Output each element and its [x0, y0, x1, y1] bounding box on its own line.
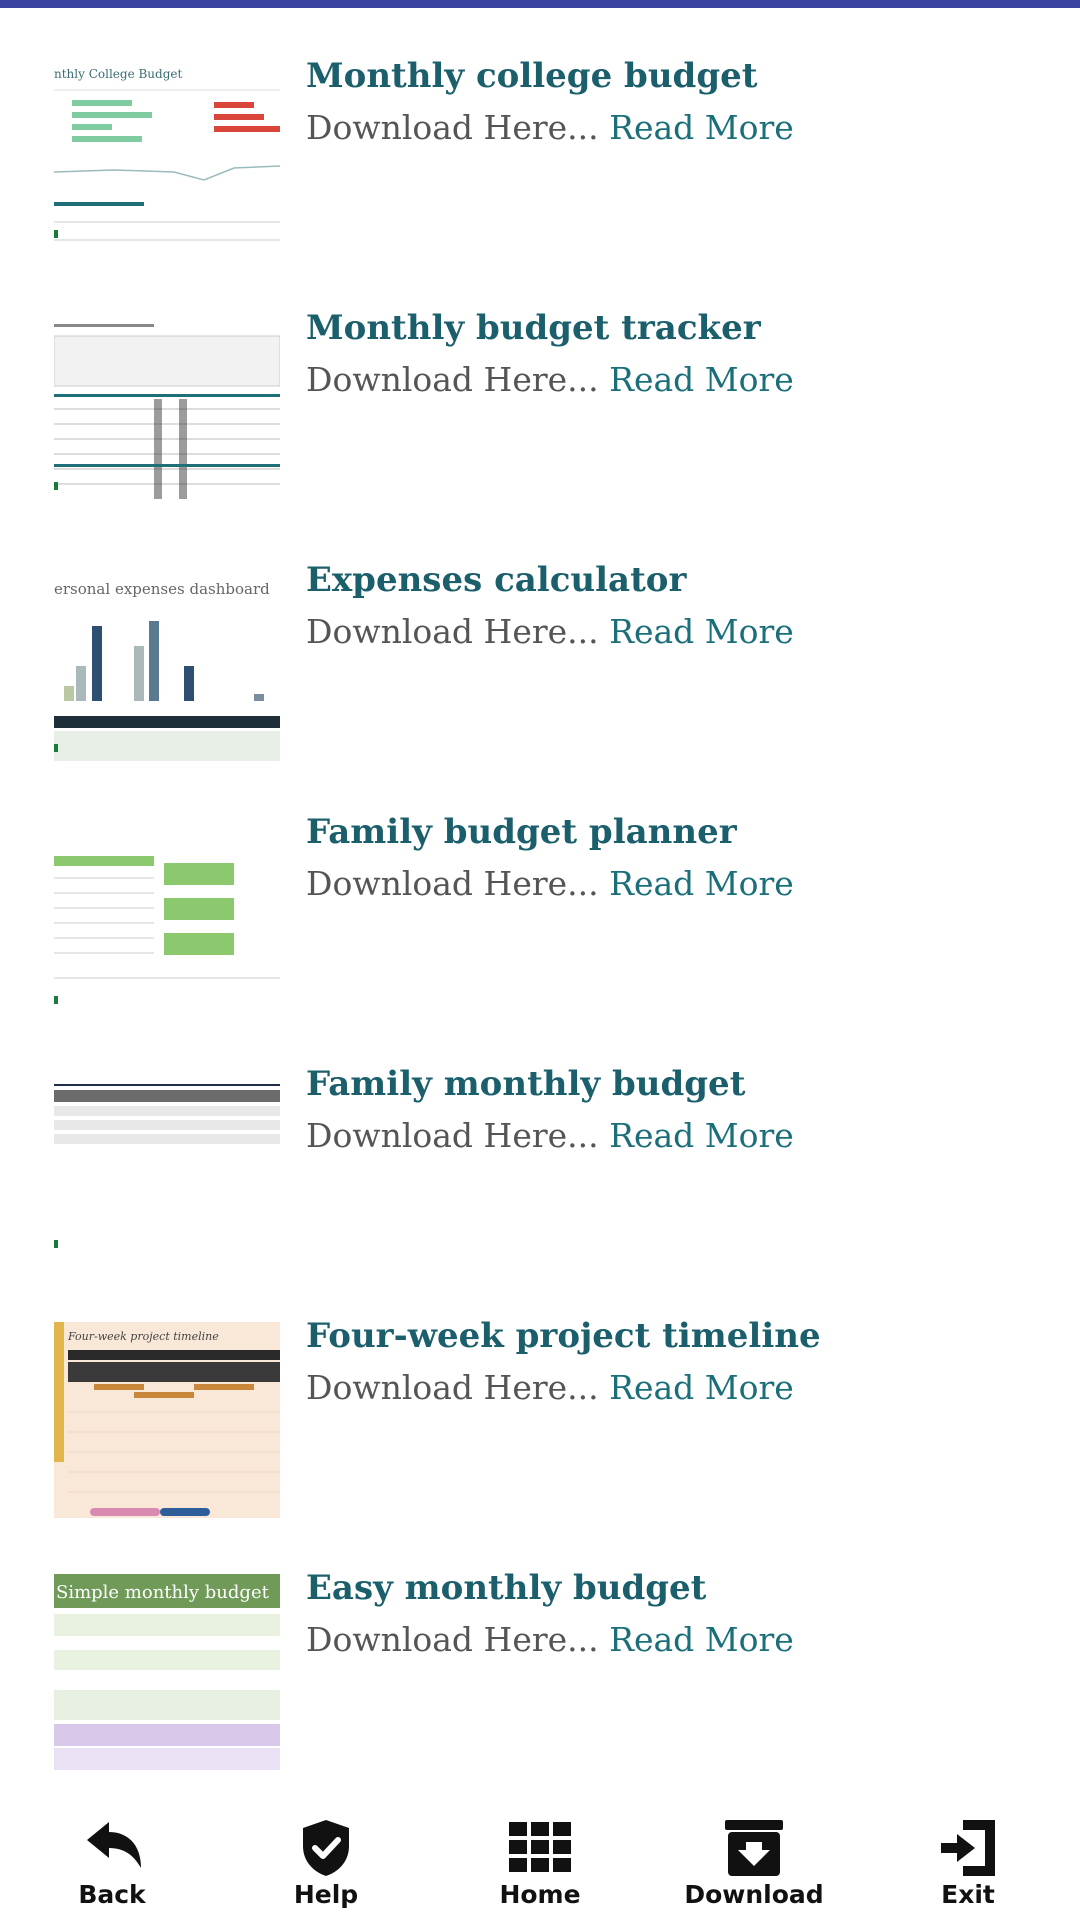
thumbnail-caption: Simple monthly budget: [56, 1582, 269, 1603]
item-subtitle: [306, 1620, 794, 1659]
exit-label: Exit: [941, 1880, 995, 1909]
download-here-text: Download Here...: [306, 360, 599, 399]
item-title[interactable]: Monthly budget tracker: [306, 308, 761, 348]
read-more-link[interactable]: Read More: [609, 612, 794, 651]
list-item[interactable]: [0, 812, 1080, 1018]
download-here-text: Download Here...: [306, 1116, 599, 1155]
thumbnail-college-budget[interactable]: [54, 62, 280, 258]
item-title[interactable]: Four-week project timeline: [306, 1316, 821, 1356]
thumbnail-easy-budget[interactable]: [54, 1574, 280, 1770]
item-title[interactable]: Monthly college budget: [306, 56, 758, 96]
item-subtitle: [306, 1116, 794, 1155]
item-title[interactable]: Easy monthly budget: [306, 1568, 707, 1608]
download-here-text: Download Here...: [306, 864, 599, 903]
top-accent-bar: [0, 0, 1080, 8]
thumbnail-project-timeline[interactable]: [54, 1322, 280, 1518]
read-more-link[interactable]: Read More: [609, 864, 794, 903]
item-subtitle: [306, 1368, 794, 1407]
thumbnail-family-monthly[interactable]: [54, 1070, 280, 1266]
item-subtitle: [306, 612, 794, 651]
list-item[interactable]: [0, 308, 1080, 514]
exit-button[interactable]: [898, 1818, 1038, 1918]
list-item[interactable]: [0, 1568, 1080, 1774]
download-here-text: Download Here...: [306, 108, 599, 147]
help-label: Help: [293, 1880, 359, 1909]
home-button[interactable]: [470, 1818, 610, 1918]
item-title[interactable]: Expenses calculator: [306, 560, 687, 600]
bottom-navigation: [0, 1800, 1080, 1920]
thumbnail-caption: nthly College Budget: [54, 67, 183, 81]
read-more-link[interactable]: Read More: [609, 108, 794, 147]
read-more-link[interactable]: Read More: [609, 1368, 794, 1407]
thumbnail-family-planner[interactable]: [54, 818, 280, 1014]
download-here-text: Download Here...: [306, 1368, 599, 1407]
exit-door-icon: [933, 1818, 1003, 1878]
list-item[interactable]: [0, 560, 1080, 766]
item-subtitle: [306, 108, 794, 147]
back-arrow-icon: [77, 1818, 147, 1878]
thumbnail-budget-tracker[interactable]: [54, 314, 280, 510]
item-title[interactable]: Family budget planner: [306, 812, 737, 852]
read-more-link[interactable]: Read More: [609, 1116, 794, 1155]
thumbnail-expenses-calculator[interactable]: [54, 566, 280, 762]
read-more-link[interactable]: Read More: [609, 1620, 794, 1659]
thumbnail-caption: ersonal expenses dashboard: [54, 580, 270, 598]
download-label: Download: [684, 1880, 824, 1909]
download-box-icon: [719, 1818, 789, 1878]
download-here-text: Download Here...: [306, 1620, 599, 1659]
item-subtitle: [306, 864, 794, 903]
list-item[interactable]: [0, 1064, 1080, 1270]
download-button[interactable]: [684, 1818, 824, 1918]
shield-check-icon: [291, 1818, 361, 1878]
item-title[interactable]: Family monthly budget: [306, 1064, 746, 1104]
list-item[interactable]: [0, 56, 1080, 262]
download-here-text: Download Here...: [306, 612, 599, 651]
thumbnail-caption: Four-week project timeline: [68, 1330, 219, 1343]
back-label: Back: [78, 1880, 146, 1909]
help-button[interactable]: [256, 1818, 396, 1918]
item-subtitle: [306, 360, 794, 399]
grid-icon: [505, 1818, 575, 1878]
list-item[interactable]: [0, 1316, 1080, 1522]
back-button[interactable]: [42, 1818, 182, 1918]
read-more-link[interactable]: Read More: [609, 360, 794, 399]
home-label: Home: [499, 1880, 581, 1909]
